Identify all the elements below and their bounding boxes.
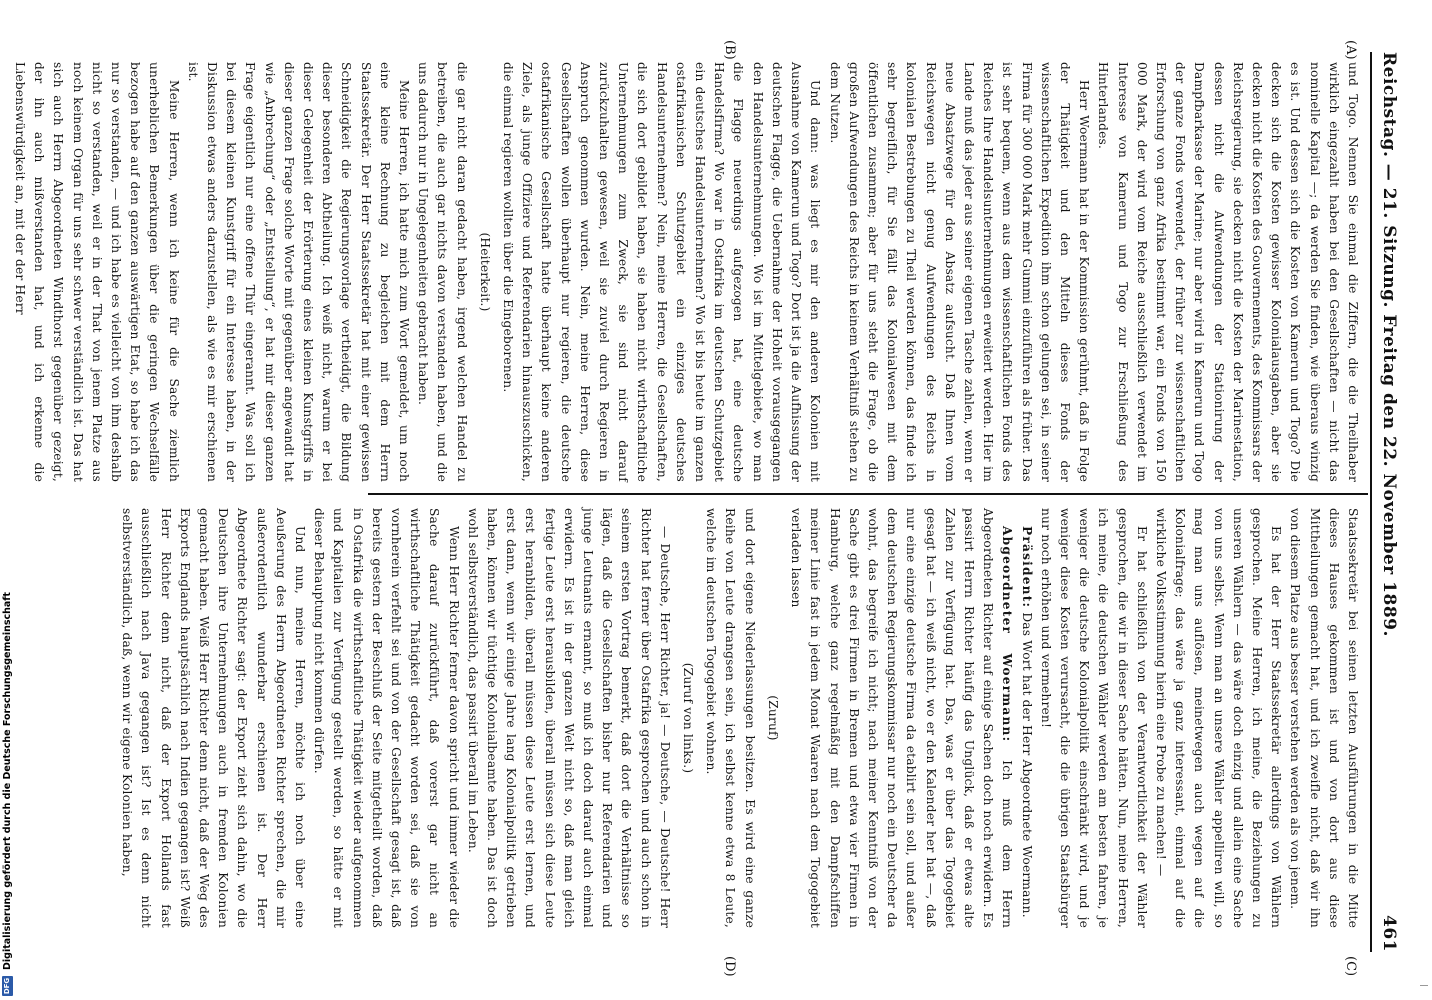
margin-mark-a: (A) [1343, 40, 1358, 60]
header-title: Reichstag. — 21. Sitzung. Freitag den 22. November 1889. [1379, 52, 1399, 637]
interjection: (Zuruf) [765, 695, 780, 741]
margin-mark-c: (C) [1343, 956, 1358, 977]
president-text: Das Wort hat der Herr Abgeordnete Woermann. [1019, 612, 1034, 918]
interjection: (Heiterkeit.) [477, 232, 492, 312]
dfg-logo: DFG [3, 977, 11, 995]
paragraph: Und dann: was liegt es mir den anderen Kolonien mit Ausnahme von Kamerun und Togo? Dort ist ja die Aufhissung der deutschen Flagge, die Uebernahme der Hoheit vorausgegangen den Handelsunternehmungen. Wo ist im Mittelgebiete, wo man die Flagge neuerdings aufgezogen hat, eine deutsche Handelsfirma? Wo war in Ostafrika im deutschen Schutzgebiet ein deutsches Handelsunternehmen? Wo ist bis heute im ganzen ostafrikanischen Schutzgebiet ein einziges deutsches Handelsunternehmen? Nein, meine Herren, die Gesellschaften, die sich dort gebildet haben, sie haben nicht wirthschaftliche Unternehmungen zum Zweck, sie sind nicht darauf zurückzuhalten gewesen, weil sie zuviel durch Regieren in Anspruch genommen wurden. Nein, meine Herren, diese Gesellschaften wollen überhaupt nur regieren, die deutsche ostafrikanische Gesellschaft hatte überhaupt keine anderen Ziele, als junge Offiziere und Referendarien hinauszuschicken, die einmal regieren wollten über die Eingeborenen. [501, 62, 823, 482]
paragraph: — Deutsche, Herr Richter, ja! — Deutsche, — Deutsche! Herr Richter hat ferner über Ostafrika gesprochen und auch schon in seinem ersten Vortrag bemerkt, daß dort die Verhältnisse so lägen, daß die Gesellschaften bisher nur Referendarien und junge Leutnants ernannt, so muß ich doch darauf auch einmal erwidern. Es ist in der ganzen Welt nicht so, daß man gleich fertige Leute erst herausbilden, überall müssen sich diese Leute erst heranbilden, überall müssen diese Leute erst lernen, und erst dann, wenn wir einige Jahre lang Kolonialpolitik getrieben haben, können wir tüchtige Kolonialbeamte haben. Das ist doch wohl selbstverständlich, das passirt überall im Leben. [465, 508, 672, 928]
paragraph: Staatssekretär bei seinen letzten Ausführungen in die Mitte dieses Hauses gekommen ist und von dort aus diese Mittheilungen gemacht hat, und ich zweifle nicht, daß wir ihn von diesem Platze aus besser verstehen werden als von jenem. [1288, 508, 1360, 928]
right-column [117, 508, 1362, 928]
page-number: 461 [1379, 915, 1399, 952]
paragraph: Und nun, meine Herren, möchte ich noch über eine Aeußerung des Herrn Abgeordneten Richter sprechen, die mir außerordentlich wunderbar erschienen ist. Der Herr Abgeordnete Richter sagt: der Export zieht sich dahin, wo die Deutschen ihre Unternehmungen auch in fremden Kolonien gemacht haben. Weiß Herr Richter denn nicht, daß der Weg des Exports Englands hauptsächlich nach Indien gegangen ist? Weiß Herr Richter denn nicht, daß der Export Hollands fast ausschließlich nach Java gegangen ist? Ist es denn nicht selbstverständlich, daß, wenn wir eigene Kolonien haben, [120, 508, 308, 928]
paragraph: die gar nicht daran gedacht haben, irgend welchen Handel zu betreiben, die auch gar nichts davon verstanden haben, und die uns dadurch nur in Ungelegenheiten gebracht haben. [416, 62, 469, 482]
margin-mark-b: (B) [722, 40, 737, 60]
column-divider [368, 493, 1368, 495]
paragraph: Es hat der Herr Staatssekretär allerdings von Wählern gesprochen. Meine Herren, ich meine, die Beziehungen zu unseren Wählern — das wäre doch einzig und allein eine Sache von uns selbst. Wenn man an unsere Wähler appelliren will, so mag man uns auflösen, meinetwegen auch wegen auf die Kolonialfrage; das wäre ja ganz interessant, einmal auf die wirkliche Volksstimmung hierin eine Probe zu machen! — [1153, 508, 1284, 928]
header-rule [1370, 52, 1372, 952]
paragraph: Meine Herren, wenn ich keine für die Sache ziemlich unerheblichen Bemerkungen über die geringen Wechselfälle bezogen habe auf den ganzen auswärtigen Etat, so habe ich das nur so verstanden, — und ich habe es vielleicht von ihm deshalb nicht so verstanden, weil er in der That von jenem Platze aus noch keinem Organ für uns sehr schwer verständlich ist. Das hat sich auch Herrn Abgeordneten Windthorst gegenüber gezeigt, der ihn auch mißverstanden hat, und ich erkenne die Liebenswürdigkeit an, mit der der Herr [12, 62, 181, 482]
footer-credit-strip [0, 0, 14, 1000]
scan-tick-mark [1420, 985, 1428, 986]
page-header [1374, 52, 1404, 952]
speaker-paragraph [786, 508, 1016, 928]
president-paragraph [1016, 508, 1035, 928]
paragraph: und Togo. Nennen Sie einmal die Ziffern, die die Theilhaber wirklich eingezahlt haben bei den Gesellschaften — nicht das nominelle Kapital —; da werden Sie finden, wie überaus winzig es ist. Und dessen sich die Kosten von Kamerun und Togo? Die decken sich die Kosten gewisser Kolonialausgaben, aber sie decken nicht die Kosten des Gouvernements, des Kommissars der Reichsregierung, sie decken nicht die Kosten der Marinestation, dessen nicht die Aufwendungen der Stationirung der Dampfbarkasse der Marine; nur aber wird in Kamerun und Togo der ganze Fonds verwendet, der früher zur wissenschaftlichen Erforschung von ganz Afrika bestimmt war, ein Fonds von 150 000 Mark, der wird vom Reiche ausschließlich verwendet im Interesse von Kamerun und Togo zur Erschließung des Hinterlandes. [1096, 62, 1360, 482]
speaker-text: Ich muß dem Herrn Abgeordneten Richter auf einige Sachen doch noch erwidern. Es passirt Herrn Richter häufig das Unglück, daß er etwas alte Zahlen zur Verfügung hat. Das, was er über das Togogebiet gesagt hat — ich weiß nicht, wo er den Kalender her hat —, daß nur eine einzige deutsche Firma da etablirt sein soll, und außer dem deutschen Regierungskommissar nur noch ein Deutscher da wohnt, das begreife ich nicht; nach meiner Kenntniß von der Sache gibt es drei Firmen in Bremen und etwa vier Firmen in Hamburg, welche ganz regelmäßig mit den Dampfschiffen meiner Linie fast in jedem Monat Waaren nach dem Togogebiet verladen lassen [789, 508, 1015, 928]
paragraph: Er hat schließlich von der Verantwortlichkeit der Wähler gesprochen, die wir in dieser Sache hätten. Nun, meine Herren, ich meine, die deutschen Wähler werden am besten fahren, je weniger die deutsche Kolonialpolitik einschränkt wird, und je weniger diese Kosten verursacht, die die übrigen Staatsbürger nur noch erhöhen und vermehren! [1038, 508, 1149, 928]
paragraph: Wenn Herr Richter ferner davon spricht und immer wieder die Sache darauf zurückführt, daß vorerst gar nicht an wirthschaftliche Thätigkeit gedacht worden sei, daß sie von vornherein verfehlt sei und von der Gesellschaft gesagt ist, daß bereits gestern der Beschluß der Seite mitgetheilt worden, daß in Ostafrika die wirthschaftliche Thätigkeit wieder aufgenommen und Kapitalien zur Verfügung gestellt werden, so hätte er mit dieser Behauptung nicht kommen dürfen. [312, 508, 461, 928]
footer-credit-text: Digitalisierung gefördert durch die Deutsche Forschungsgemeinschaft [1, 592, 13, 970]
paragraph: und dort eigene Niederlassungen besitzen. Es wird eine ganze Reihe von Leute drangsen sein, ich selbst kenne etwa 8 Leute, welche im deutschen Togogebiet wohnen. [704, 508, 757, 928]
margin-mark-d: (D) [722, 956, 737, 977]
paragraph: Meine Herren, ich hatte mich zum Wort gemeldet, um noch eine kleine Rechnung zu begleichen mit dem Herrn Staatssekretär. Der Herr Staatssekretär hat mit einer gewissen Schneidigkeit die Regierungsvorlage vertheidigt, die Bildung dieser besonderen Abtheilung. Ich weiß nicht, warum er bei dieser Gelegenheit der Erörterung eines kleinen Kunstgriffs in dieser ganzen Frage solche Worte mit gegenüber angewandt hat wie „Anbrechung“ oder „Entstellung“, er hat mir dieser ganzen Frage eigentlich nur eine offene Thür eingerannt. Was soll ich bei diesem kleinen Kunstgriff für ein Interesse haben, in der Diskussion etwas anders darzustellen, als wie es mir erschienen ist. [185, 62, 412, 482]
president-label: Präsident: [1019, 526, 1034, 609]
speaker-label: Abgeordneter Woermann: [1000, 526, 1015, 743]
left-column [10, 62, 1362, 482]
interjection: (Zuruf von links.) [681, 662, 696, 774]
paragraph: Herr Woermann hat in der Kommission gerühmt, daß in Folge der Thätigkeit und den Mitteln dieses Fonds der wissenschaftlichen Expedition ihm schon gelungen sei, in seiner Firma für 300 000 Mark mehr Gummi einzuführen als früher. Das ist sehr bequem, wenn aus dem wissenschaftlichen Fonds des Reiches Ihre Handelsunternehmungen erweitert werden. Hier im Lande muß das jeder aus seiner eigenen Tasche zahlen, wenn er neue Absatzwege für den Absatz aufsucht. Daß Ihnen vom Reichswegen nicht genug Aufwendungen des Reichs in kolonialen Bestrebungen zu Theil werden können, das finde ich sehr begreiflich, für Sie fällt das Kolonialwesen mit dem öffentlichen zusammen; aber für uns steht die Frage, ob die großen Aufwendungen des Reichs in keinem Verhältniß stehen zu dem Nutzen. [827, 62, 1092, 482]
